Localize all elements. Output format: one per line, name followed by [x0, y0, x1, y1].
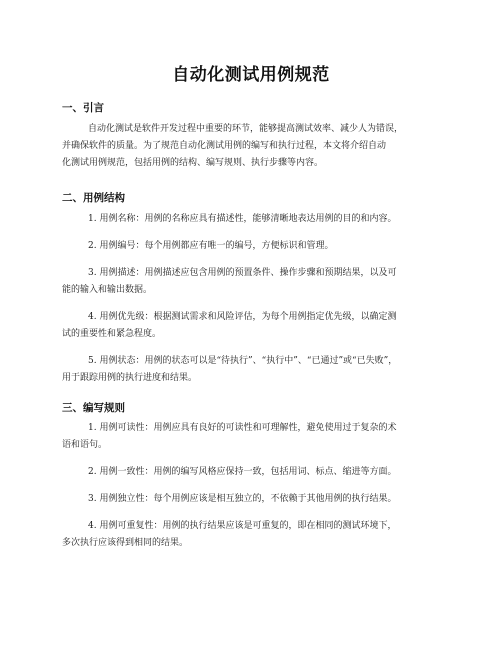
paragraph-rules-2	[62, 464, 442, 481]
paragraph-structure-3	[62, 265, 442, 299]
text-line: 4. 用例优先级：根据测试需求和风险评估，为每个用例指定优先级，以确定测	[88, 312, 397, 322]
paragraph-rules-1	[62, 420, 442, 454]
text-line: 1. 用例名称：用例的名称应具有描述性，能够清晰地表达用例的目的和内容。	[88, 214, 397, 224]
document-title: 自动化测试用例规范	[172, 65, 330, 85]
text-line: 1. 用例可读性：用例应具有良好的可读性和可理解性，避免使用过于复杂的术	[88, 423, 397, 433]
paragraph-rules-4	[62, 518, 442, 552]
paragraph-structure-4	[62, 309, 442, 343]
paragraph-structure-5	[62, 353, 442, 387]
paragraph-rules-3	[62, 491, 442, 508]
text-line: 试的重要性和紧急程度。	[62, 329, 162, 339]
text-line: 2. 用例一致性：用例的编写风格应保持一致，包括用词、标点、缩进等方面。	[88, 467, 397, 477]
text-line: 并确保软件的质量。为了规范自动化测试用例的编写和执行过程，本文将介绍自动	[62, 141, 387, 151]
paragraph-structure-2	[62, 238, 442, 255]
section-heading-rules: 三、编写规则	[62, 402, 125, 414]
text-line: 3. 用例独立性：每个用例应该是相互独立的，不依赖于其他用例的执行结果。	[88, 494, 397, 504]
text-line: 自动化测试是软件开发过程中重要的环节，能够提高测试效率、减少人为错误，	[88, 124, 404, 134]
section-heading-structure: 二、用例结构	[62, 192, 125, 204]
paragraph-intro	[62, 121, 442, 172]
section-heading-intro: 一、引言	[62, 102, 104, 114]
paragraph-structure-1	[62, 211, 442, 228]
text-line: 多次执行应该得到相同的结果。	[62, 538, 189, 548]
text-line: 语和语句。	[62, 440, 108, 450]
text-line: 化测试用例规范，包括用例的结构、编写规则、执行步骤等内容。	[62, 158, 324, 168]
text-line: 5. 用例状态：用例的状态可以是“待执行”、“执行中”、“已通过”或“已失败”，	[88, 356, 398, 366]
text-line: 能的输入和输出数据。	[62, 285, 153, 295]
text-line: 3. 用例描述：用例描述应包含用例的预置条件、操作步骤和预期结果，以及可	[88, 268, 397, 278]
text-line: 2. 用例编号：每个用例都应有唯一的编号，方便标识和管理。	[88, 241, 334, 251]
text-line: 用于跟踪用例的执行进度和结果。	[62, 373, 198, 383]
text-line: 4. 用例可重复性：用例的执行结果应该是可重复的，即在相同的测试环境下，	[88, 521, 397, 531]
